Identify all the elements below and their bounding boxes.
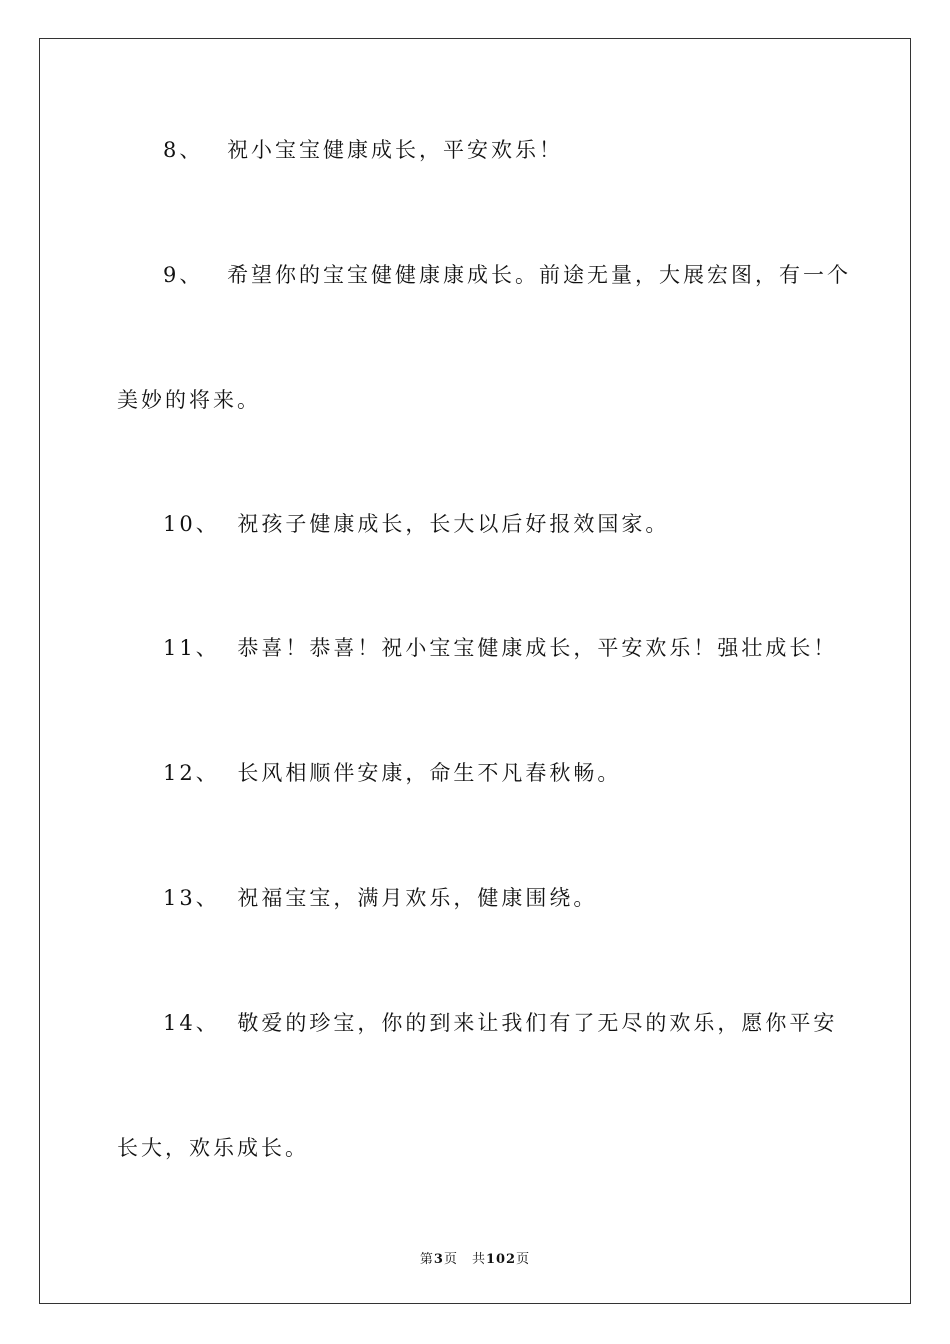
item-text: 希望你的宝宝健健康康成长。前途无量，大展宏图，有一个 xyxy=(227,263,852,287)
item-number: 9、 xyxy=(163,263,204,287)
list-item-14 xyxy=(163,1011,837,1035)
item-text-continuation: 美妙的将来。 xyxy=(117,388,261,412)
item-text-continuation: 长大，欢乐成长。 xyxy=(117,1136,309,1160)
list-item-11 xyxy=(163,636,837,660)
item-number: 14、 xyxy=(163,1011,220,1035)
item-number: 10、 xyxy=(163,512,220,536)
item-text: 祝小宝宝健康成长，平安欢乐！ xyxy=(227,138,564,162)
page-prefix: 第 xyxy=(419,1252,434,1267)
page-frame xyxy=(39,38,911,1304)
total-prefix: 共 xyxy=(471,1252,486,1267)
page-number: 3 xyxy=(433,1252,444,1267)
total-pages: 102 xyxy=(485,1252,517,1267)
list-item-10 xyxy=(163,512,669,536)
list-item-9-continuation xyxy=(117,388,261,412)
item-text: 祝福宝宝，满月欢乐，健康围绕。 xyxy=(237,886,598,910)
item-text: 恭喜！恭喜！祝小宝宝健康成长，平安欢乐！强壮成长！ xyxy=(237,636,838,660)
list-item-9 xyxy=(163,263,851,287)
list-item-14-continuation xyxy=(117,1136,309,1160)
total-suffix: 页 xyxy=(516,1252,531,1267)
list-item-8 xyxy=(163,138,563,162)
page-suffix: 页 xyxy=(443,1252,458,1267)
item-number: 11、 xyxy=(163,636,220,660)
item-number: 12、 xyxy=(163,761,220,785)
page-footer xyxy=(0,1248,950,1267)
item-text: 敬爱的珍宝，你的到来让我们有了无尽的欢乐，愿你平安 xyxy=(237,1011,838,1035)
item-number: 13、 xyxy=(163,886,220,910)
list-item-12 xyxy=(163,761,621,785)
item-text: 祝孩子健康成长，长大以后好报效国家。 xyxy=(237,512,670,536)
item-text: 长风相顺伴安康，命生不凡春秋畅。 xyxy=(237,761,622,785)
list-item-13 xyxy=(163,886,597,910)
item-number: 8、 xyxy=(163,138,204,162)
